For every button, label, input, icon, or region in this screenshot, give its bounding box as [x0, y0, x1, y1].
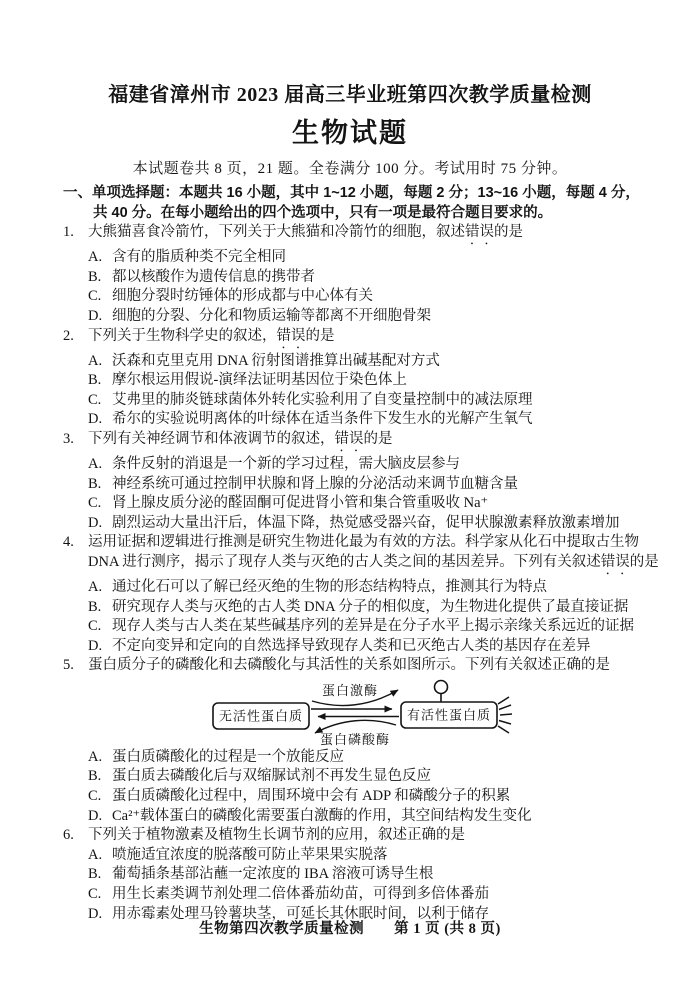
option-text: 条件反射的消退是一个新的学习过程，需大脑皮层参与: [112, 455, 460, 472]
option-row: [63, 637, 662, 657]
option-label: C.: [88, 495, 102, 512]
activity-marks: [498, 697, 512, 733]
option-text: 蛋白质磷酸化的过程是一个放能反应: [112, 748, 344, 765]
protein-figure-svg: [207, 678, 519, 748]
option-label: D.: [88, 307, 103, 324]
subject-title: 生物试题: [292, 118, 408, 148]
question: [63, 826, 662, 924]
question-stem: [63, 656, 662, 676]
option-label: A.: [88, 249, 103, 266]
option-label: B.: [88, 268, 102, 285]
option-text: 都以核酸作为遗传信息的携带者: [112, 268, 315, 285]
option-row: [63, 885, 662, 905]
option-label: D.: [88, 637, 103, 654]
stem-text: DNA 进行测序，揭示了现存人类与灭绝的古人类之间的基因差异。下列有关叙述: [88, 553, 601, 570]
option-label: C.: [88, 886, 102, 903]
option-text: 细胞的分裂、分化和物质运输等都离不开细胞骨架: [112, 307, 431, 324]
option-row: [63, 514, 662, 534]
section-heading-line: 共 40 分。在每小题给出的四个选项中，只有一项是最符合题目要求的。: [93, 204, 553, 221]
emphasized-text: 错误: [276, 327, 306, 344]
option-text: 喷施适宜浓度的脱落酸可防止苹果果实脱落: [112, 846, 388, 863]
option-label: C.: [88, 288, 102, 305]
option-text: 含有的脂质种类不完全相同: [112, 249, 286, 266]
option-row: [63, 475, 662, 495]
protein-phosphorylation-figure: [63, 678, 662, 748]
question-number: 2.: [63, 327, 74, 344]
inactive-protein-label: 无活性蛋白质: [218, 708, 303, 724]
option-label: B.: [88, 372, 102, 389]
option-row: [63, 352, 662, 372]
option-label: D.: [88, 807, 103, 824]
option-text: 沃森和克里克用 DNA 衍射图谱推算出碱基配对方式: [112, 352, 440, 369]
option-row: [63, 494, 662, 514]
option-label: A.: [88, 846, 103, 863]
stem-text: 下列关于植物激素及植物生长调节剂的应用，叙述正确的是: [88, 827, 465, 844]
option-text: 艾弗里的肺炎链球菌体外转化实验利用了自变量控制中的减法原理: [112, 391, 533, 408]
stem-text: 下列有关神经调节和体液调节的叙述，: [88, 430, 335, 447]
option-text: 研究现存人类与灭绝的古人类 DNA 分子的相似度，为生物进化提供了最直接证据: [112, 598, 629, 615]
option-row: [63, 248, 662, 268]
active-protein-label: 有活性蛋白质: [406, 707, 491, 723]
option-label: A.: [88, 748, 103, 765]
option-text: 葡萄插条基部沾蘸一定浓度的 IBA 溶液可诱导生根: [112, 866, 434, 883]
emphasized-text: 错误: [465, 224, 494, 241]
stem-text: 运用证据和逻辑进行推测是研究生物进化最为有效的方法。科学家从化石中提取古生物: [88, 534, 639, 551]
option-label: C.: [88, 391, 102, 408]
option-row: [63, 455, 662, 475]
option-text: 用生长素类调节剂处理二倍体番茄幼苗，可得到多倍体番茄: [112, 886, 489, 903]
option-text: 剧烈运动大量出汗后，体温下降，热觉感受器兴奋，促甲状腺激素释放激素增加: [112, 514, 620, 531]
option-text: 蛋白质磷酸化过程中，周围环境中会有 ADP 和磷酸分子的积累: [112, 788, 511, 805]
option-label: D.: [88, 905, 103, 922]
option-row: [63, 307, 662, 327]
option-row: [63, 371, 662, 391]
option-row: [63, 846, 662, 866]
stem-text: 的是: [629, 553, 659, 570]
stem-text: 下列关于生物科学史的叙述，: [88, 327, 277, 344]
option-row: [63, 748, 662, 768]
page-footer: 生物第四次教学质量检测 第 1 页 (共 8 页): [199, 921, 501, 937]
option-label: B.: [88, 598, 102, 615]
option-label: D.: [88, 514, 103, 531]
option-text: Ca²⁺载体蛋白的磷酸化需要蛋白激酶的作用，其空间结构发生变化: [112, 807, 532, 824]
option-text: 肾上腺皮质分泌的醛固酮可促进肾小管和集合管重吸收 Na⁺: [112, 495, 489, 512]
option-text: 希尔的实验说明离体的叶绿体在适当条件下发生水的光解产生氧气: [112, 411, 533, 428]
option-text: 不定向变异和定向的自然选择导致现存人类和已灭绝古人类的基因存在差异: [112, 637, 591, 654]
emphasized-text: 错误: [600, 553, 630, 570]
question-number: 1.: [63, 224, 74, 241]
question-stem: [63, 327, 662, 352]
question: [63, 223, 662, 326]
question: [63, 656, 662, 826]
section-heading: [0, 184, 700, 223]
option-row: [63, 807, 662, 827]
question: [63, 327, 662, 430]
option-text: 细胞分裂时纺锤体的形成都与中心体有关: [112, 288, 373, 305]
section-heading-line: 一、单项选择题：本题共 16 小题，其中 1~12 小题，每题 2 分；13~16 小题，每题 4 分，: [63, 185, 640, 201]
question-stem: [63, 533, 662, 553]
question: [63, 430, 662, 533]
option-row: [63, 598, 662, 618]
question-number: 5.: [63, 657, 74, 674]
option-row: [63, 767, 662, 787]
option-text: 摩尔根运用假说-演绎法证明基因位于染色体上: [112, 372, 407, 389]
option-label: D.: [88, 411, 103, 428]
option-row: [63, 787, 662, 807]
kinase-label: 蛋白激酶: [321, 682, 378, 698]
questions-list: [0, 223, 700, 924]
option-row: [63, 287, 662, 307]
question-stem: [63, 430, 662, 455]
option-text: 蛋白质去磷酸化后与双缩脲试剂不再发生显色反应: [112, 768, 431, 785]
exam-info: 本试题卷共 8 页，21 题。全卷满分 100 分。考试用时 75 分钟。: [132, 161, 568, 177]
stem-text: 蛋白质分子的磷酸化和去磷酸化与其活性的关系如图所示。下列有关叙述正确的是: [88, 657, 610, 674]
stem-text: 的是: [363, 430, 393, 447]
stem-text: 大熊猫喜食冷箭竹，下列关于大熊猫和冷箭竹的细胞，叙述: [88, 224, 465, 241]
option-text: 通过化石可以了解已经灭绝的生物的形态结构特点，推测其行为特点: [112, 578, 547, 595]
option-label: C.: [88, 788, 102, 805]
option-text: 神经系统可通过控制甲状腺和肾上腺的分泌活动来调节血糖含量: [112, 475, 518, 492]
option-row: [63, 578, 662, 598]
stem-text: 的是: [494, 224, 523, 241]
option-row: [63, 617, 662, 637]
option-label: B.: [88, 866, 102, 883]
option-row: [63, 268, 662, 288]
option-label: A.: [88, 455, 103, 472]
question: [63, 533, 662, 656]
question-number: 3.: [63, 430, 74, 447]
stem-text: 的是: [305, 327, 335, 344]
option-text: 用赤霉素处理马铃薯块茎，可延长其休眠时间，以利于储存: [112, 905, 489, 922]
option-label: B.: [88, 475, 102, 492]
question-number: 4.: [63, 534, 74, 551]
option-row: [63, 865, 662, 885]
question-stem-cont: [63, 553, 662, 578]
emphasized-text: 错误: [334, 430, 364, 447]
option-row: [63, 391, 662, 411]
option-row: [63, 410, 662, 430]
phosphate-group-icon: [434, 680, 447, 702]
question-stem: [63, 826, 662, 846]
question-number: 6.: [63, 827, 74, 844]
phosphatase-label: 蛋白磷酸酶: [319, 731, 390, 747]
option-text: 现存人类与古人类在某些碱基序列的差异是在分子水平上揭示亲缘关系远近的证据: [112, 618, 634, 635]
option-label: C.: [88, 618, 102, 635]
option-label: A.: [88, 578, 103, 595]
page-title: 福建省漳州市 2023 届高三毕业班第四次教学质量检测: [108, 84, 592, 106]
question-stem: [63, 223, 662, 248]
option-label: B.: [88, 768, 102, 785]
option-label: A.: [88, 352, 103, 369]
